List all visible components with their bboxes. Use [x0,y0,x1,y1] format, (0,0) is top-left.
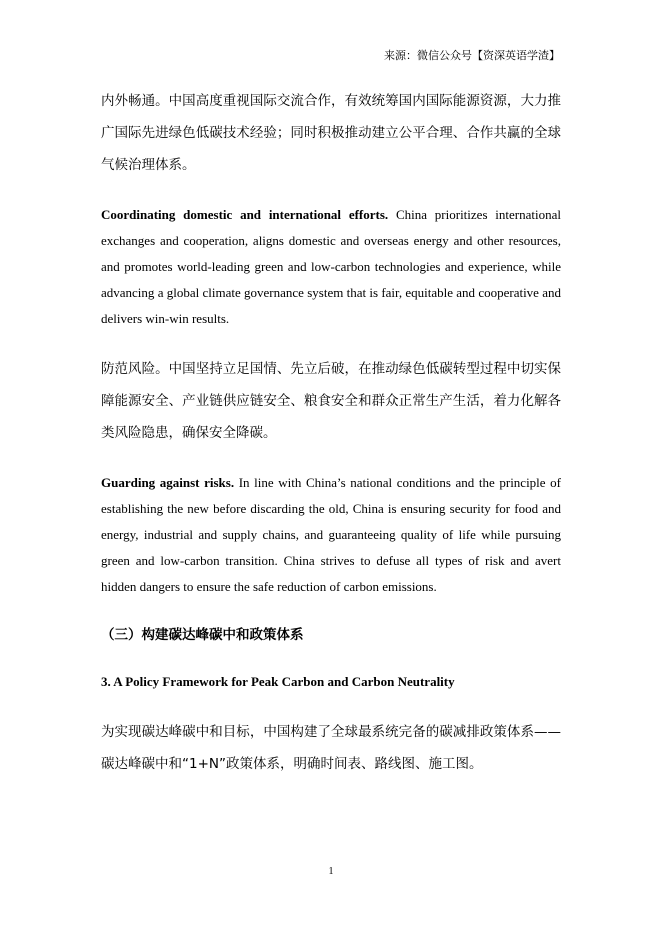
english-section-heading: 3. A Policy Framework for Peak Carbon and Carbon Neutrality [101,674,455,689]
source-header: 来源：微信公众号【资深英语学渣】 [384,49,560,62]
chinese-paragraph-risks: 防范风险。中国坚持立足国情、先立后破，在推动绿色低碳转型过程中切实保障能源安全、产业链供应链安全、粮食安全和群众正常生产生活，着力化解各类风险隐患，确保安全降碳。 [101,361,561,441]
english-lead-coordinating: Coordinating domestic and international efforts. [101,207,389,222]
chinese-paragraph-policy: 为实现碳达峰碳中和目标，中国构建了全球最系统完备的碳减排政策体系——碳达峰碳中和“1+N”政策体系，明确时间表、路线图、施工图。 [101,724,561,772]
english-paragraph-risks [101,470,561,600]
english-body-risks: In line with China’s national conditions and the principle of establishing the new before discarding the old, China is ensuring security for food and energy, industrial and supply chains, and guaranteeing quality of life while pursuing green and low-carbon transition. China strives to defuse all types of risk and avert hidden dangers to ensure the safe reduction of carbon emissions. [101,475,561,594]
english-lead-risks: Guarding against risks. [101,475,235,490]
page-number: 1 [328,866,334,877]
chinese-section-heading: （三）构建碳达峰碳中和政策体系 [101,627,304,643]
chinese-paragraph-coordinating: 内外畅通。中国高度重视国际交流合作，有效统筹国内国际能源资源，大力推广国际先进绿色低碳技术经验；同时积极推动建立公平合理、合作共赢的全球气候治理体系。 [101,93,561,173]
english-paragraph-coordinating [101,202,561,332]
english-body-coordinating: China prioritizes international exchanges and cooperation, aligns domestic and overseas energy and other resources, and promotes world-leading green and low-carbon technologies and experience, while advancing a global climate governance system that is fair, equitable and cooperative and delivers win-win results. [101,207,561,326]
